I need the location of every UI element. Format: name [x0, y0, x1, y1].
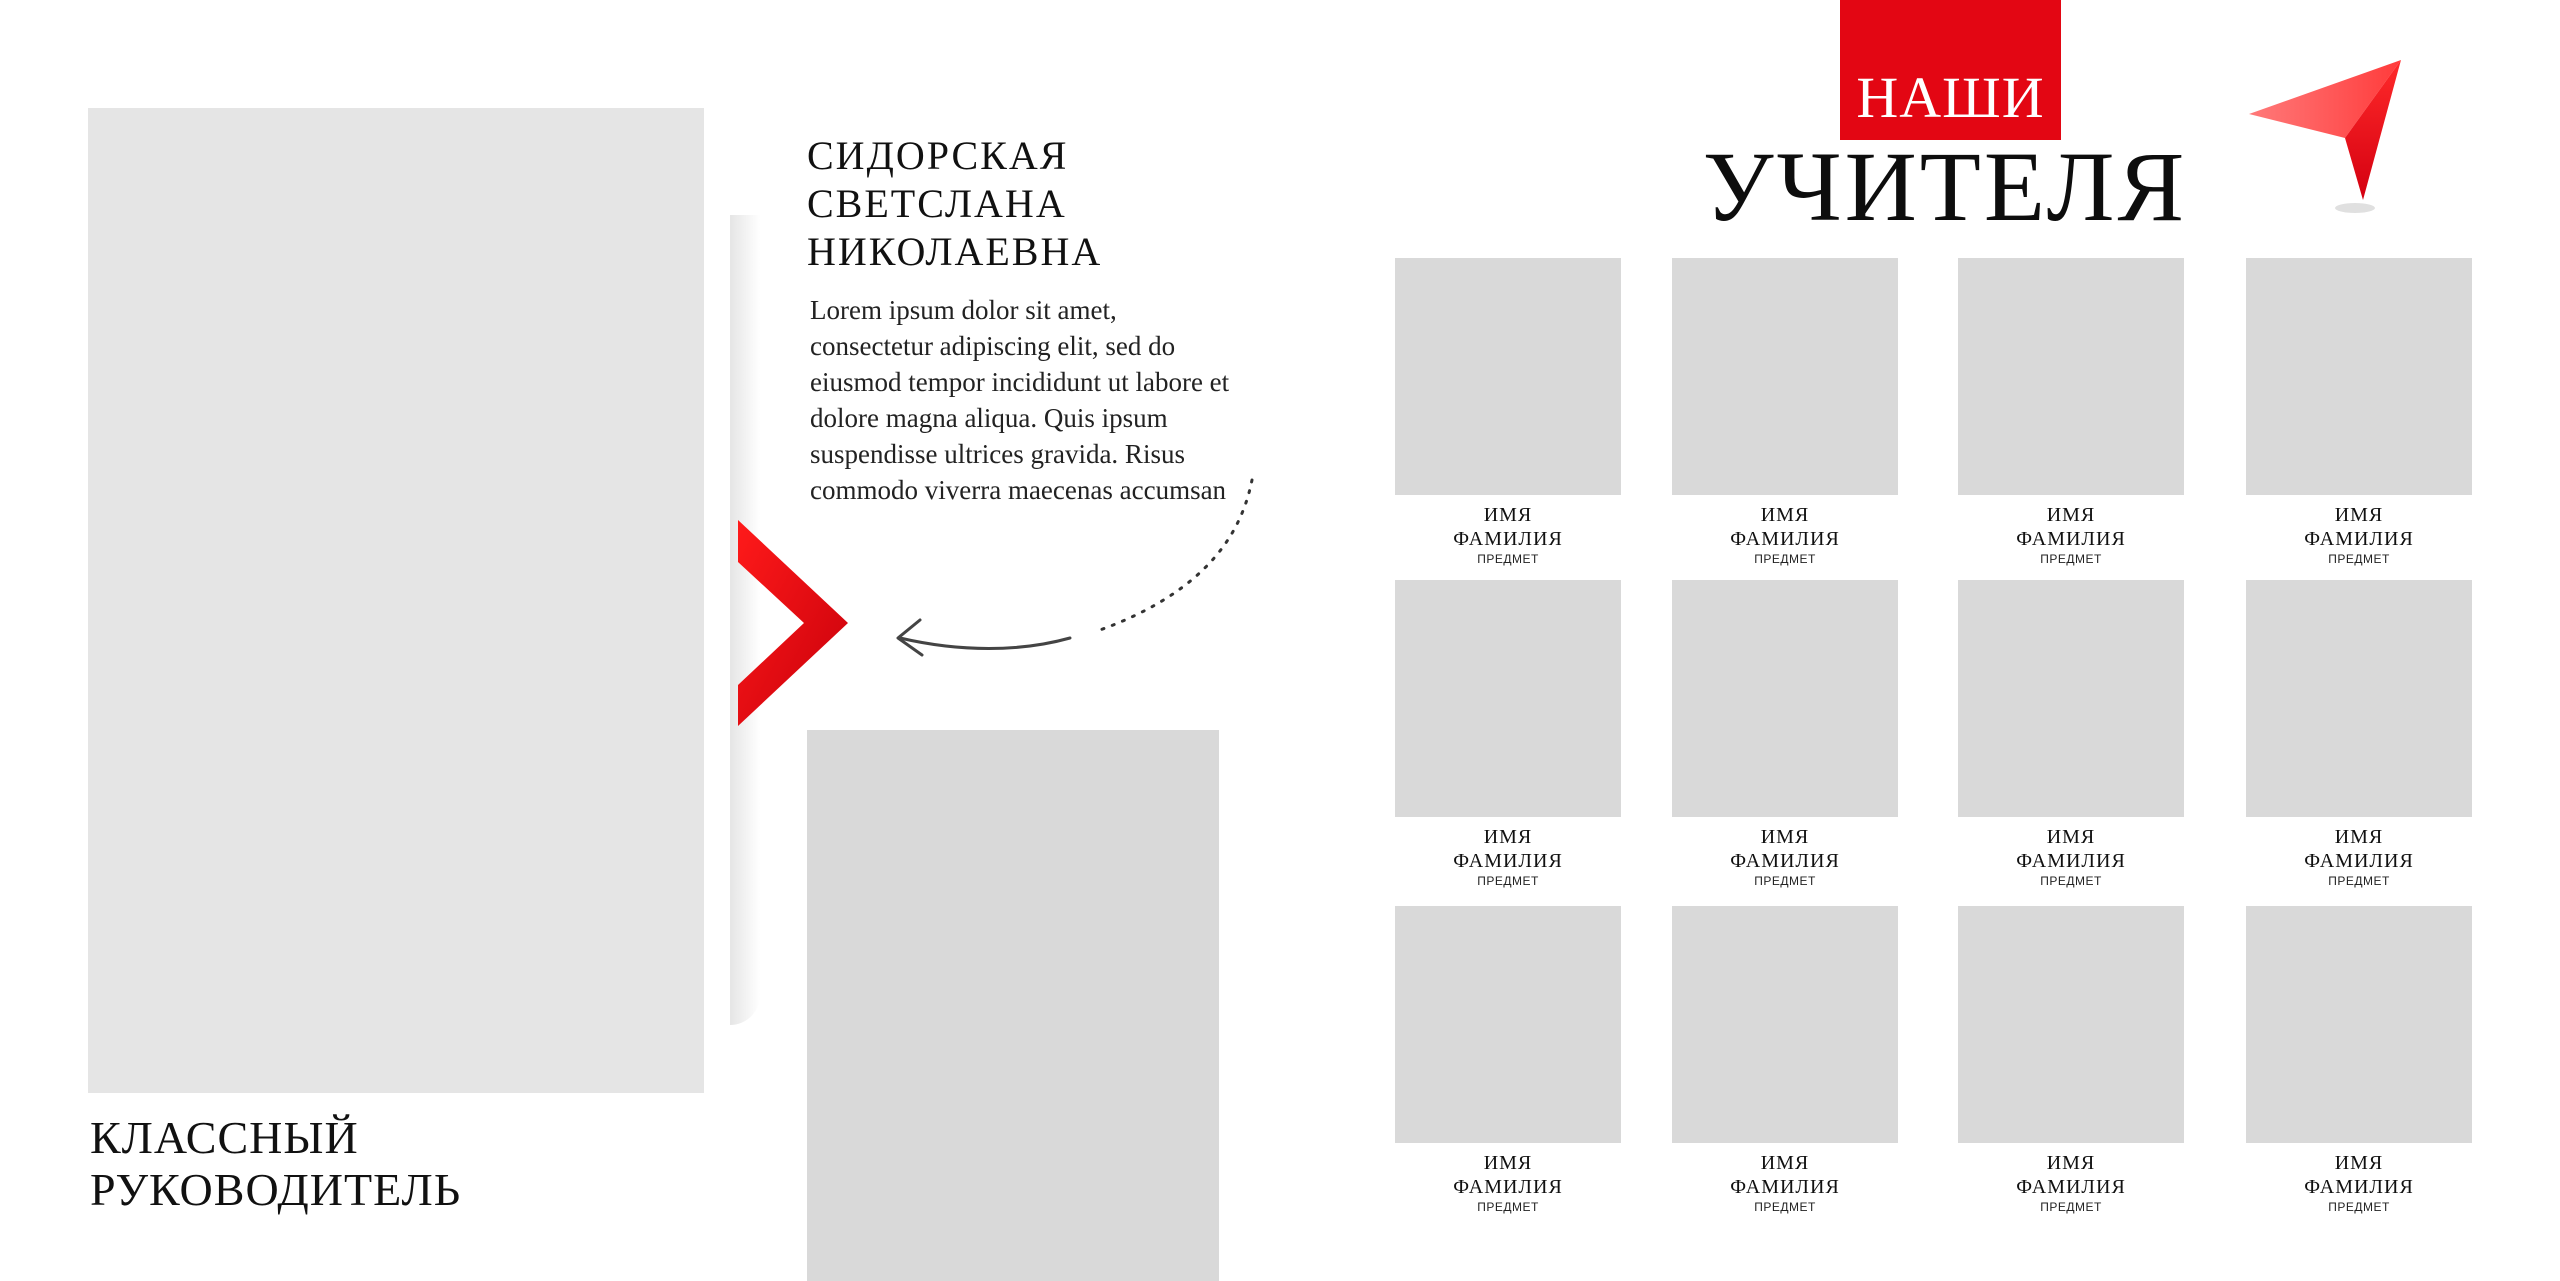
teacher-caption: [1672, 503, 1898, 567]
teacher-subject: ПРЕДМЕТ: [2328, 1200, 2390, 1214]
teacher-subject: ПРЕДМЕТ: [2040, 1200, 2102, 1214]
teacher-subject: ПРЕДМЕТ: [2040, 552, 2102, 566]
teacher-subject: ПРЕДМЕТ: [1477, 1200, 1539, 1214]
teacher-first-name: ИМЯ: [1760, 1152, 1810, 1174]
teacher-photo-placeholder: [2246, 258, 2472, 495]
teacher-last-name: ФАМИЛИЯ: [2016, 528, 2126, 550]
teacher-name: [807, 132, 1227, 276]
teacher-photo-placeholder: [1672, 580, 1898, 817]
teacher-photo-placeholder: [1958, 580, 2184, 817]
teacher-first-name: ИМЯ: [2046, 504, 2096, 526]
teacher-last-name: ФАМИЛИЯ: [2304, 528, 2414, 550]
teacher-name-line-1: СИДОРСКАЯ: [807, 133, 1069, 178]
teacher-last-name: ФАМИЛИЯ: [1453, 850, 1563, 872]
teacher-first-name: ИМЯ: [2334, 504, 2384, 526]
teacher-first-name: ИМЯ: [1760, 826, 1810, 848]
teacher-photo-placeholder: [1395, 906, 1621, 1143]
teacher-caption: [1395, 1151, 1621, 1215]
class-teacher-photo-placeholder: [88, 108, 704, 1093]
teacher-photo-placeholder: [1958, 906, 2184, 1143]
teacher-caption: [1395, 825, 1621, 889]
teacher-photo-placeholder: [1958, 258, 2184, 495]
teacher-subject: ПРЕДМЕТ: [1754, 1200, 1816, 1214]
role-title-line-1: КЛАССНЫЙ: [90, 1112, 359, 1163]
teacher-caption: [1672, 825, 1898, 889]
teacher-caption: [1395, 503, 1621, 567]
teacher-last-name: ФАМИЛИЯ: [2016, 1176, 2126, 1198]
teacher-first-name: ИМЯ: [1483, 1152, 1533, 1174]
teacher-subject: ПРЕДМЕТ: [1477, 552, 1539, 566]
teacher-photo-placeholder: [1395, 258, 1621, 495]
teacher-subject: ПРЕДМЕТ: [1477, 874, 1539, 888]
teacher-caption: [2246, 503, 2472, 567]
teacher-first-name: ИМЯ: [2334, 826, 2384, 848]
role-title: [90, 1112, 690, 1216]
teacher-subject: ПРЕДМЕТ: [2040, 874, 2102, 888]
teacher-last-name: ФАМИЛИЯ: [1730, 850, 1840, 872]
teacher-first-name: ИМЯ: [1760, 504, 1810, 526]
teacher-last-name: ФАМИЛИЯ: [2304, 850, 2414, 872]
teacher-subject: ПРЕДМЕТ: [1754, 874, 1816, 888]
teacher-last-name: ФАМИЛИЯ: [1730, 1176, 1840, 1198]
teacher-last-name: ФАМИЛИЯ: [1730, 528, 1840, 550]
curved-arrow-icon: [880, 470, 1270, 680]
teacher-caption: [2246, 825, 2472, 889]
teacher-caption: [2246, 1151, 2472, 1215]
teacher-photo-placeholder: [2246, 906, 2472, 1143]
teacher-subject: ПРЕДМЕТ: [1754, 552, 1816, 566]
teacher-first-name: ИМЯ: [2046, 826, 2096, 848]
teacher-first-name: ИМЯ: [1483, 826, 1533, 848]
teacher-first-name: ИМЯ: [2046, 1152, 2096, 1174]
red-chevron-icon: [738, 520, 848, 726]
teacher-first-name: ИМЯ: [2334, 1152, 2384, 1174]
teacher-bio: Lorem ipsum dolor sit amet, consectetur adipiscing elit, sed do eiusmod tempor incididunt ut labore et dolore magna aliqua. Quis ipsum suspendisse ultrices gravida. Risus commodo viverra maecenas accumsan: [810, 295, 1230, 505]
teacher-caption: [1958, 503, 2184, 567]
teacher-caption: [1672, 1151, 1898, 1215]
header-title-bottom: УЧИТЕЛЯ: [1702, 131, 2188, 242]
teacher-first-name: ИМЯ: [1483, 504, 1533, 526]
teacher-last-name: ФАМИЛИЯ: [2016, 850, 2126, 872]
teacher-photo-placeholder: [1672, 906, 1898, 1143]
teacher-last-name: ФАМИЛИЯ: [1453, 1176, 1563, 1198]
teacher-name-line-2: СВЕТСЛАНА: [807, 181, 1067, 226]
teacher-photo-placeholder: [1395, 580, 1621, 817]
teacher-photo-placeholder: [1672, 258, 1898, 495]
teacher-name-line-3: НИКОЛАЕВНА: [807, 229, 1103, 274]
teacher-caption: [1958, 825, 2184, 889]
teacher-last-name: ФАМИЛИЯ: [2304, 1176, 2414, 1198]
role-title-line-2: РУКОВОДИТЕЛЬ: [90, 1164, 462, 1215]
header-title-top: НАШИ: [1856, 65, 2045, 130]
teacher-photo-placeholder: [2246, 580, 2472, 817]
teacher-subject: ПРЕДМЕТ: [2328, 552, 2390, 566]
paper-plane-icon: [2245, 58, 2405, 218]
teacher-last-name: ФАМИЛИЯ: [1453, 528, 1563, 550]
teacher-subject: ПРЕДМЕТ: [2328, 874, 2390, 888]
teacher-caption: [1958, 1151, 2184, 1215]
secondary-photo-placeholder: [807, 730, 1219, 1281]
